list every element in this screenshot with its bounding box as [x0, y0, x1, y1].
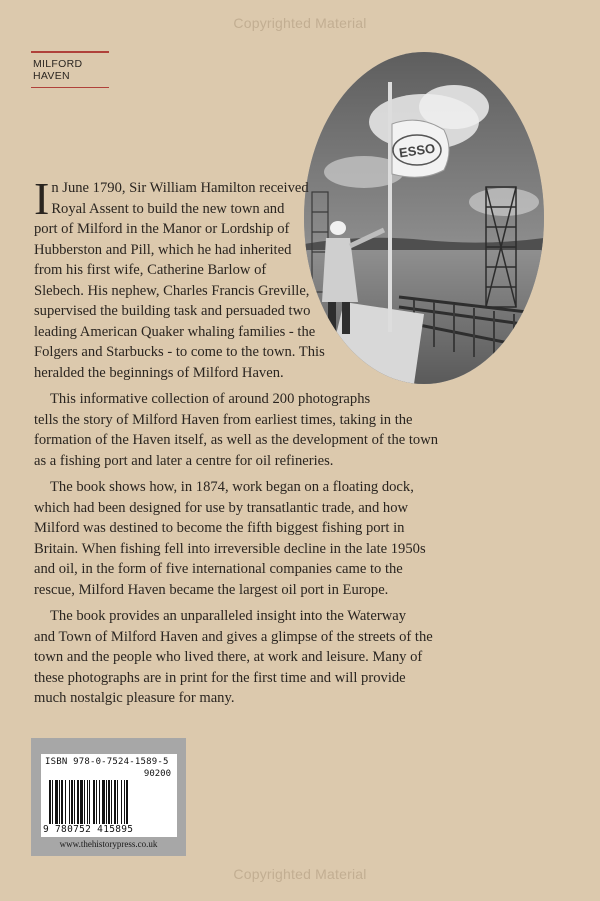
text-line: much nostalgic pleasure for many.	[34, 690, 235, 706]
text-line: and oil, in the form of five international companies came to the	[34, 561, 403, 577]
text-line: Folgers and Starbucks - to come to the town. This	[34, 344, 325, 360]
blurb	[34, 173, 576, 709]
text-line: port of Milford in the Manor or Lordship of	[34, 221, 290, 237]
paragraph-4	[34, 606, 576, 709]
text-line: rescue, Milford Haven became the largest oil port in Europe.	[34, 581, 389, 598]
series-label: MILFORD HAVEN	[31, 51, 109, 88]
paragraph-3	[34, 477, 576, 600]
text-line: n June 1790, Sir William Hamilton received	[51, 180, 309, 196]
text-line: The book shows how, in 1874, work began on a floating dock,	[50, 479, 414, 495]
barcode-panel	[31, 738, 186, 856]
text-line: tells the story of Milford Haven from earliest times, taking in the	[34, 411, 413, 428]
barcode-digits: 9 780752 415895	[43, 824, 134, 835]
text-line: Royal Assent to build the new town and	[51, 200, 285, 217]
text-line: town and the people who lived there, at work and leisure. Many of	[34, 649, 423, 665]
text-line: which had been designed for use by transatlantic trade, and how	[34, 499, 409, 516]
drop-cap: I	[34, 173, 50, 224]
text-line: Milford was destined to become the fifth biggest fishing port in	[34, 520, 405, 536]
text-line: Hubberston and Pill, which he had inherited	[34, 241, 292, 258]
paragraph-1	[34, 173, 576, 383]
watermark-bottom: Copyrighted Material	[233, 866, 367, 882]
publisher-url: www.thehistorypress.co.uk	[59, 839, 158, 849]
text-line: these photographs are in print for the first time and will provide	[34, 669, 406, 686]
barcode-bars	[49, 780, 169, 824]
text-line: and Town of Milford Haven and gives a glimpse of the streets of the	[34, 628, 433, 645]
text-line: This informative collection of around 200 photographs	[50, 391, 371, 407]
text-line: as a fishing port and later a centre for oil refineries.	[34, 452, 334, 469]
text-line: from his first wife, Catherine Barlow of	[34, 262, 267, 278]
flag-logo-text: ESSO	[398, 140, 437, 161]
text-line: supervised the building task and persuaded two	[34, 303, 311, 319]
isbn-text: ISBN 978-0-7524-1589-5	[45, 757, 169, 767]
barcode	[41, 754, 177, 837]
price-addon: 90200	[143, 769, 171, 779]
text-line: Britain. When fishing fell into irreversible decline in the late 1950s	[34, 540, 426, 557]
text-line: heralded the beginnings of Milford Haven.	[34, 364, 284, 381]
text-line: The book provides an unparalleled insight into the Waterway	[50, 608, 407, 624]
text-line: formation of the Haven itself, as well as the development of the town	[34, 432, 439, 448]
text-line: Slebech. His nephew, Charles Francis Greville,	[34, 282, 310, 299]
text-line: leading American Quaker whaling families - the	[34, 323, 316, 340]
watermark-top: Copyrighted Material	[233, 15, 367, 31]
paragraph-2	[34, 389, 576, 471]
